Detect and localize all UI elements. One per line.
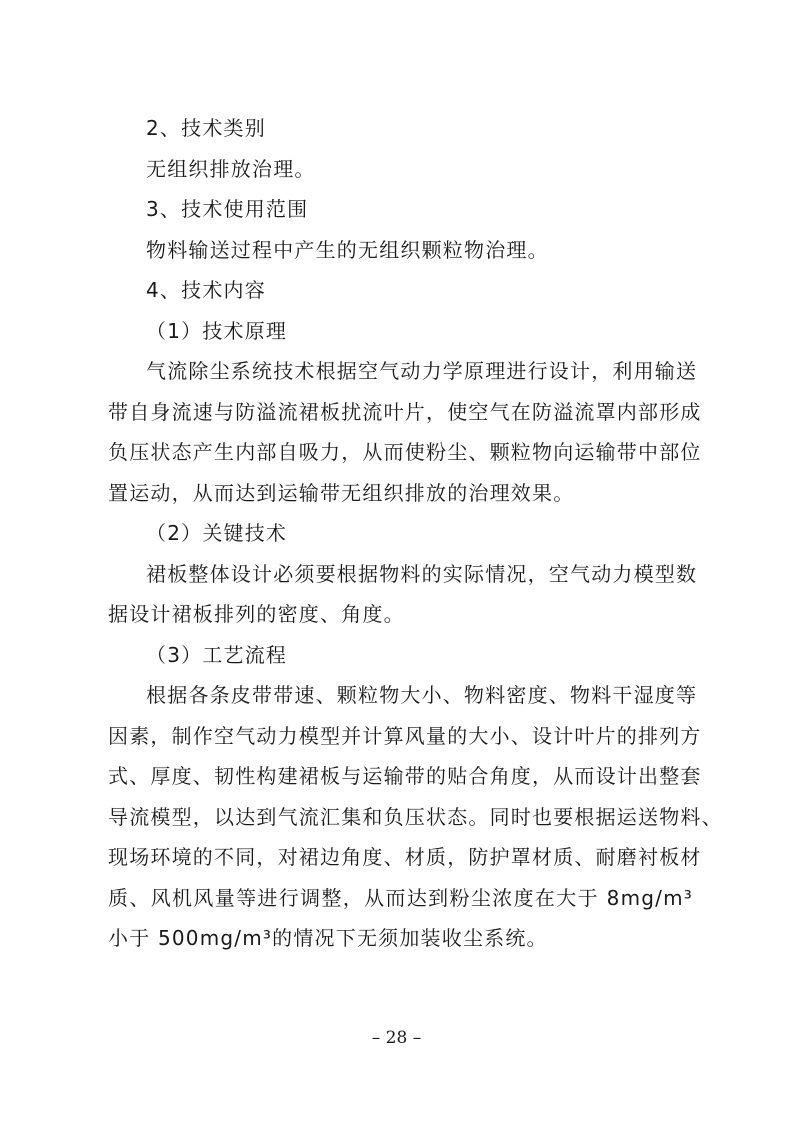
paragraph-line: 带自身流速与防溢流裙板扰流叶片，使空气在防溢流罩内部形成 bbox=[108, 399, 702, 424]
paragraph-line: 式、厚度、韧性构建裙板与运输带的贴合角度，从而设计出整套 bbox=[108, 764, 702, 788]
subheading-process-flow: （3）工艺流程 bbox=[146, 642, 288, 667]
heading-technology-category: 2、技术类别 bbox=[146, 116, 266, 140]
page-number: – 28 – bbox=[371, 1028, 422, 1048]
paragraph-line: 物料输送过程中产生的无组织颗粒物治理。 bbox=[146, 237, 549, 262]
paragraph-line: 小于 500mg/m³的情况下无须加装收尘系统。 bbox=[108, 926, 548, 950]
paragraph-line: 负压状态产生内部自吸力，从而使粉尘、颗粒物向运输带中部位 bbox=[108, 440, 702, 464]
subheading-key-technology: （2）关键技术 bbox=[146, 521, 288, 545]
heading-technology-scope: 3、技术使用范围 bbox=[146, 197, 309, 221]
subheading-principle: （1）技术原理 bbox=[146, 318, 288, 343]
paragraph-line: 裙板整体设计必须要根据物料的实际情况，空气动力模型数 bbox=[146, 561, 698, 586]
paragraph-line: 因素，制作空气动力模型并计算风量的大小、设计叶片的排列方 bbox=[108, 723, 702, 748]
heading-technology-content: 4、技术内容 bbox=[146, 278, 266, 302]
paragraph-line: 现场环境的不同，对裙边角度、材质，防护罩材质、耐磨衬板材 bbox=[108, 845, 702, 869]
paragraph-line: 无组织排放治理。 bbox=[146, 156, 316, 181]
paragraph-line: 质、风机风量等进行调整，从而达到粉尘浓度在大于 8mg/m³ bbox=[108, 885, 693, 910]
paragraph-line: 导流模型，以达到气流汇集和负压状态。同时也要根据运送物料、 bbox=[108, 804, 723, 829]
paragraph-line: 气流除尘系统技术根据空气动力学原理进行设计，利用输送 bbox=[146, 359, 698, 383]
document-body bbox=[108, 108, 723, 959]
paragraph-line: 据设计裙板排列的密度、角度。 bbox=[108, 602, 405, 626]
paragraph-line: 置运动，从而达到运输带无组织排放的治理效果。 bbox=[108, 480, 575, 505]
paragraph-line: 根据各条皮带带速、颗粒物大小、物料密度、物料干湿度等 bbox=[146, 683, 698, 707]
